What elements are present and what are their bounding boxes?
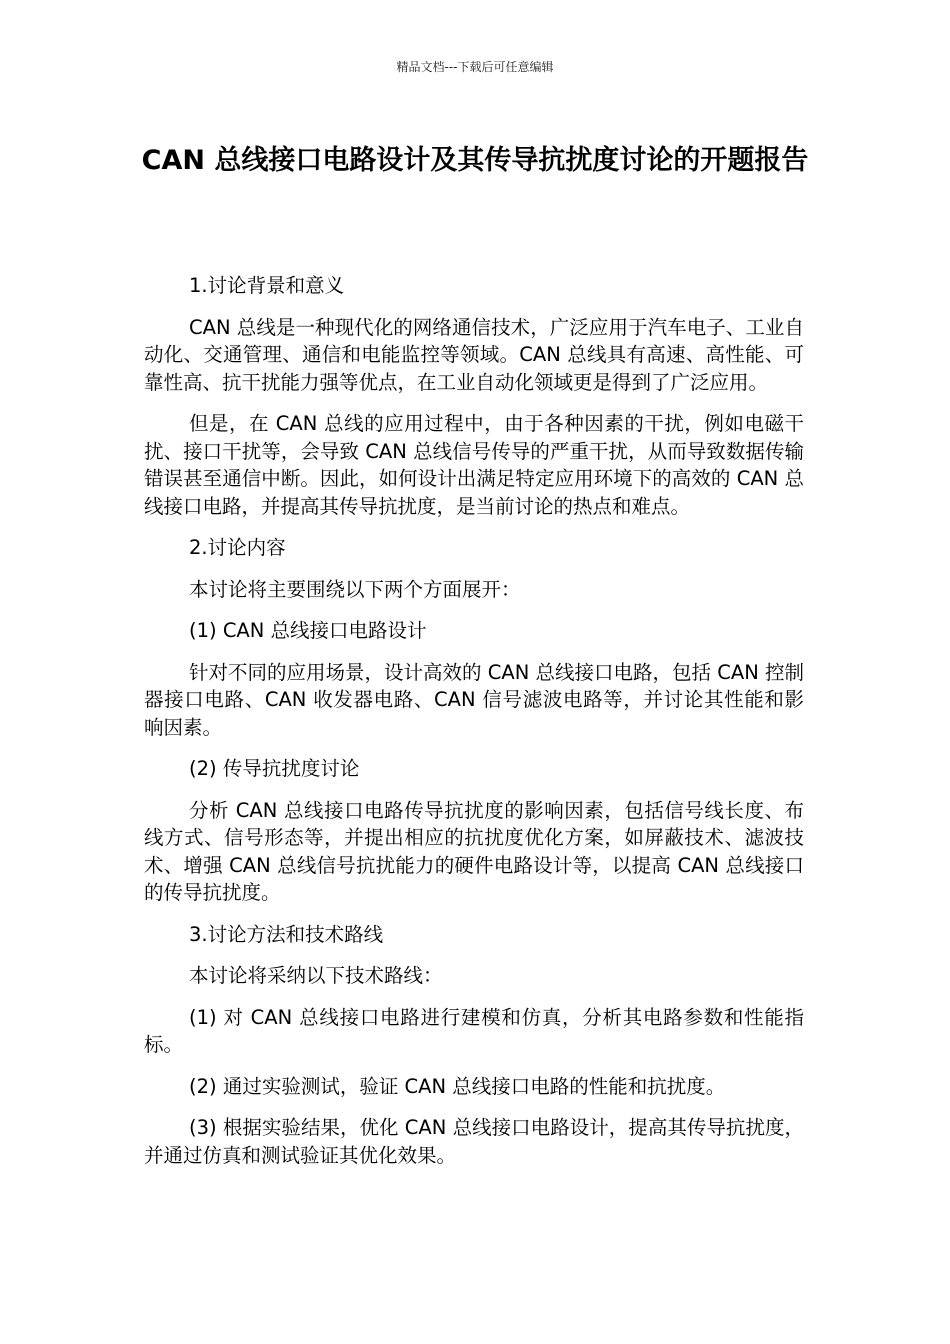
list-item-heading: (1) CAN 总线接口电路设计 xyxy=(189,619,427,642)
paragraph: 分析 CAN 总线接口电路传导抗扰度的影响因素，包括信号线长度、布线方式、信号形态等，并提出相应的抗扰度优化方案，如屏蔽技术、滤波技术、增强 CAN 总线信号抗扰能力的硬件电路设计等，以提高 CAN 总线接口的传导抗扰度。 xyxy=(144,798,804,904)
header-note: 精品文档---下载后可任意编辑 xyxy=(396,60,554,74)
section-heading-background: 1.讨论背景和意义 xyxy=(189,274,345,297)
section-heading-method: 3.讨论方法和技术路线 xyxy=(189,922,384,946)
list-item: (3) 根据实验结果，优化 CAN 总线接口电路设计，提高其传导抗扰度，并通过仿真和测试验证其优化效果。 xyxy=(144,1116,804,1167)
list-item: (2) 通过实验测试，验证 CAN 总线接口电路的性能和抗扰度。 xyxy=(189,1074,726,1098)
list-item: (1) 对 CAN 总线接口电路进行建模和仿真，分析其电路参数和性能指标。 xyxy=(144,1005,804,1056)
paragraph: CAN 总线是一种现代化的网络通信技术，广泛应用于汽车电子、工业自动化、交通管理、通信和电能监控等领域。CAN 总线具有高速、高性能、可靠性高、抗干扰能力强等优点，在工业自动化领域更是得到了广泛应用。 xyxy=(144,315,804,394)
section-heading-content: 2.讨论内容 xyxy=(189,536,286,559)
document-title: CAN 总线接口电路设计及其传导抗扰度讨论的开题报告 xyxy=(141,145,809,176)
paragraph: 本讨论将主要围绕以下两个方面展开： xyxy=(189,577,521,601)
list-item-heading: (2) 传导抗扰度讨论 xyxy=(189,757,360,780)
paragraph: 本讨论将采纳以下技术路线： xyxy=(189,964,443,987)
document-body xyxy=(144,272,804,1183)
paragraph: 但是，在 CAN 总线的应用过程中，由于各种因素的干扰，例如电磁干扰、接口干扰等，会导致 CAN 总线信号传导的严重干扰，从而导致数据传输错误甚至通信中断。因此，如何设计出满足特定应用环境下的高效的 CAN 总线接口电路，并提高其传导抗扰度，是当前讨论的热点和难点。 xyxy=(144,412,804,518)
paragraph: 针对不同的应用场景，设计高效的 CAN 总线接口电路，包括 CAN 控制器接口电路、CAN 收发器电路、CAN 信号滤波电路等，并讨论其性能和影响因素。 xyxy=(144,660,804,739)
